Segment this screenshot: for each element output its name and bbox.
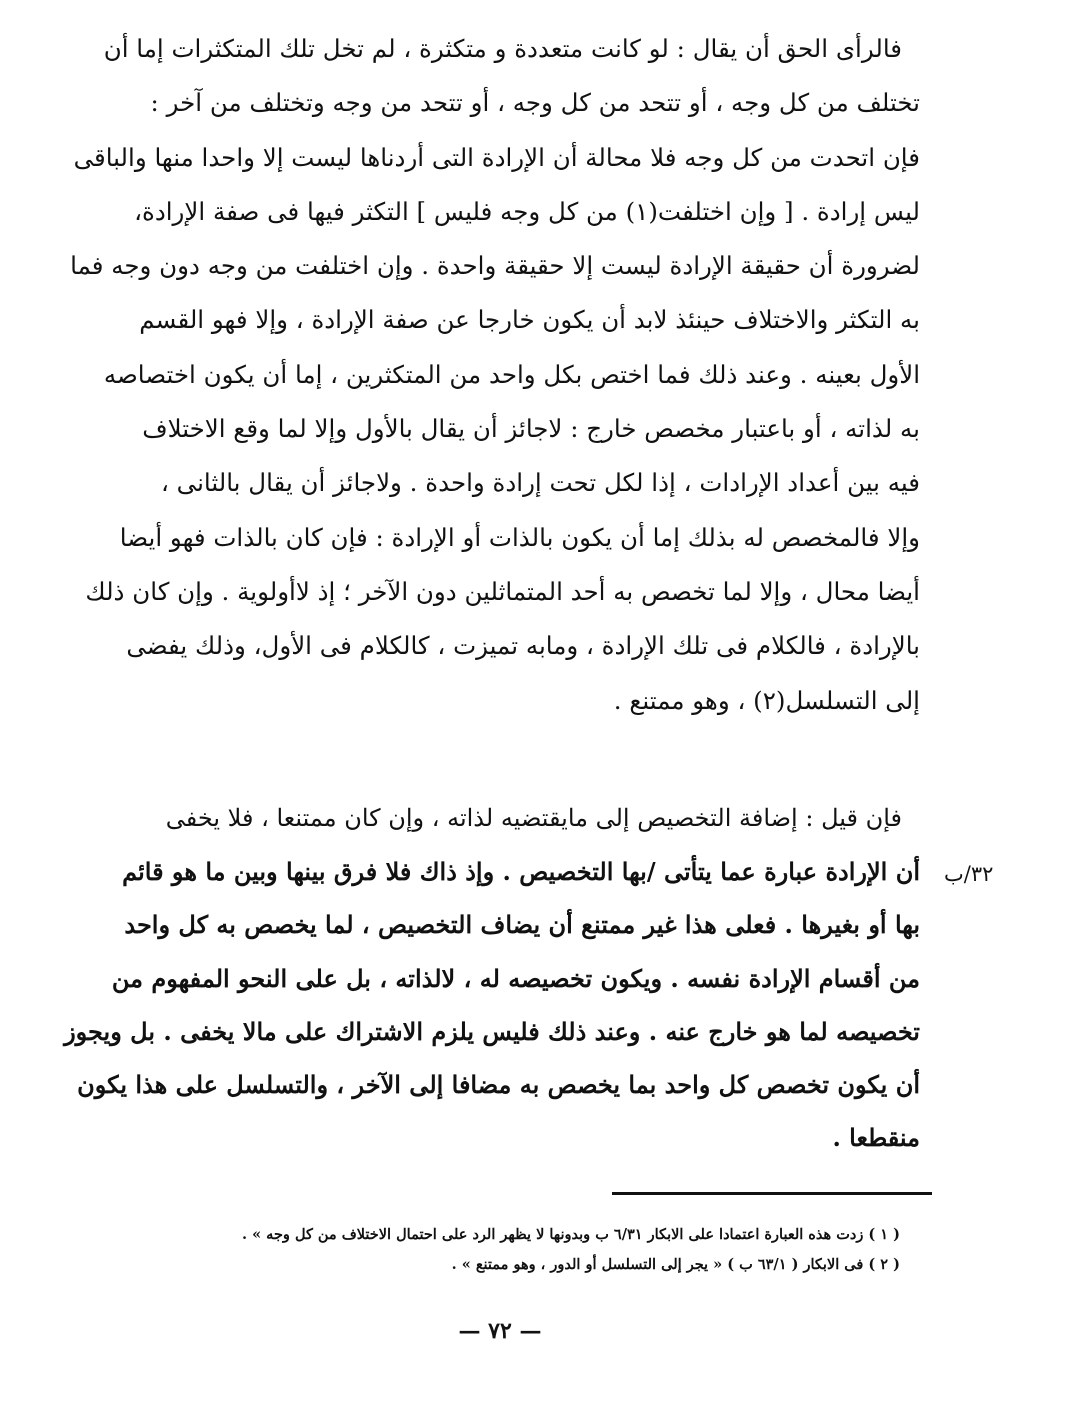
text-line: ليس إرادة . [ وإن اختلفت(١) من كل وجه فليس ] التكثر فيها فى صفة الإرادة، [134, 196, 920, 226]
text-line: الأول بعينه . وعند ذلك فما اختص بكل واحد من المتكثرين ، إما أن يكون اختصاصه [103, 359, 920, 389]
text-line: به التكثر والاختلاف حينئذ لابد أن يكون خارجا عن صفة الإرادة ، وإلا فهو القسم [139, 305, 920, 335]
text-line: منقطعا . [832, 1123, 920, 1153]
text-line: به لذاته ، أو باعتبار مخصص خارج : لاجائز أن يقال بالأول وإلا لما وقع الاختلاف [142, 414, 920, 444]
page-number: — ٧٢ — [458, 1318, 542, 1344]
text-line: فالرأى الحق أن يقال : لو كانت متعددة و متكثرة ، لم تخل تلك المتكثرات إما أن [103, 34, 902, 63]
text-line: تخصيصه لما هو خارج عنه . وعند ذلك فليس يلزم الاشتراك على مالا يخفى . بل ويجوز [64, 1016, 920, 1046]
text-line: إلى التسلسل(٢) ، وهو ممتنع . [613, 685, 920, 715]
text-line: بالإرادة ، فالكلام فى تلك الإرادة ، ومابه تميزت ، كالكلام فى الأول، وذلك يفضى [126, 631, 920, 661]
text-line: فيه بين أعداد الإرادات ، إذا لكل تحت إرادة واحدة . ولاجائز أن يقال بالثانى ، [160, 468, 920, 498]
footnote-1: ( ١ ) زدت هذه العبارة اعتمادا على الابكار ٦/٣١ ب وبدونها لا يظهر الرد على احتمال الاختلاف من كل وجه » . [241, 1226, 900, 1243]
paragraph-2 [64, 792, 920, 1164]
text-line: فإن اتحدت من كل وجه فلا محالة أن الإرادة التى أردناها ليست إلا واحدا منها والباقى [73, 142, 920, 172]
margin-folio-reference: ٣٢/ب [944, 862, 994, 886]
paragraph-1 [70, 22, 920, 728]
text-line: بها أو بغيرها . فعلى هذا غير ممتنع أن يضاف التخصيص ، لما يخصص به كل واحد [124, 910, 920, 940]
footnote-divider [612, 1192, 932, 1195]
text-line: تختلف من كل وجه ، أو تتحد من كل وجه ، أو تتحد من وجه وتختلف من آخر : [150, 88, 920, 118]
text-line: أن الإرادة عبارة عما يتأتى /بها التخصيص . وإذ ذاك فلا فرق بينها وبين ما هو قائم [122, 857, 920, 887]
text-line: من أقسام الإرادة نفسه . ويكون تخصيصه له ، لالذاته ، بل على النحو المفهوم من [111, 963, 920, 993]
footnotes [241, 1220, 900, 1280]
text-line: وإلا فالمخصص له بذلك إما أن يكون بالذات أو الإرادة : فإن كان بالذات فهو أيضا [119, 522, 920, 552]
text-line: أيضا محال ، وإلا لما تخصص به أحد المتماثلين دون الآخر ؛ إذ لاأولوية . وإن كان ذلك [85, 576, 920, 606]
text-line: فإن قيل : إضافة التخصيص إلى مايقتضيه لذاته ، وإن كان ممتنعا ، فلا يخفى [165, 804, 902, 832]
text-line: أن يكون تخصص كل واحد بما يخصص به مضافا إلى الآخر ، والتسلسل على هذا يكون [77, 1069, 920, 1099]
footnote-2: ( ٢ ) فى الابكار ( ٦٣/١ ب ) « يجر إلى التسلسل أو الدور ، وهو ممتنع » . [451, 1256, 900, 1273]
text-line: لضرورة أن حقيقة الإرادة ليست إلا حقيقة واحدة . وإن اختلفت من وجه دون وجه فما [70, 251, 920, 281]
